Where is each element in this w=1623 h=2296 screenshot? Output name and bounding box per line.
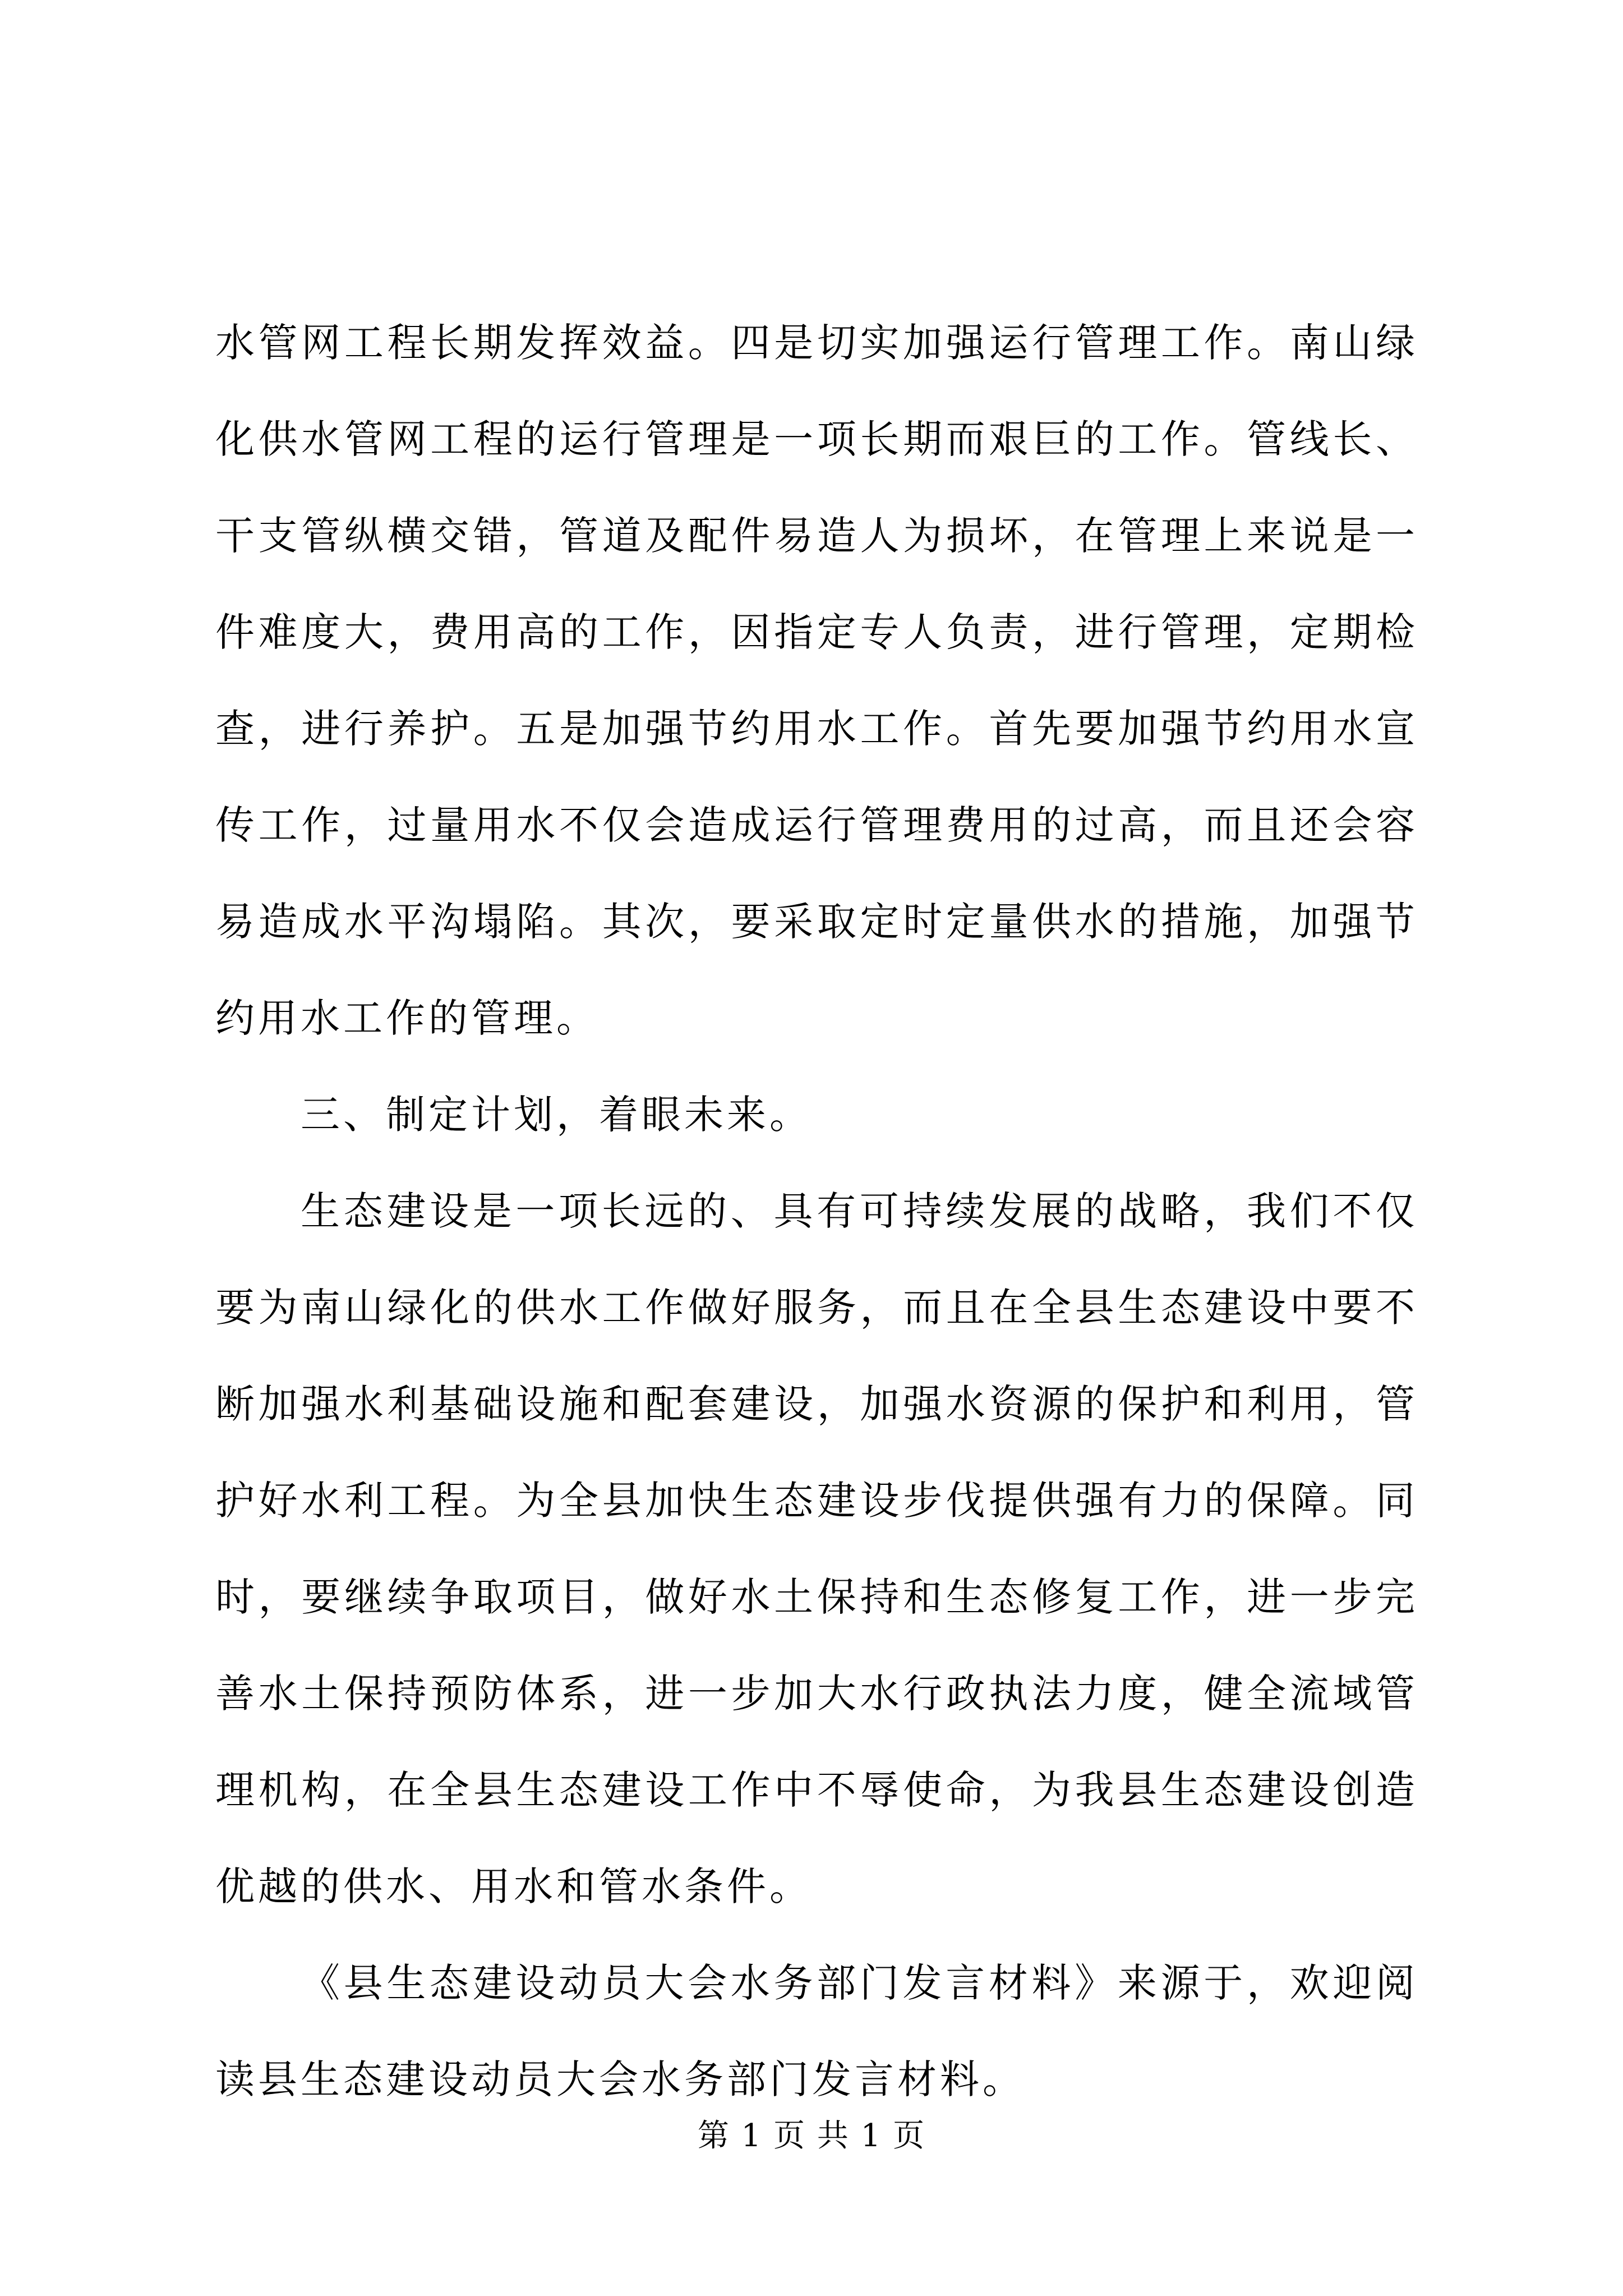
paragraph-source-note: 《县生态建设动员大会水务部门发言材料》来源于，欢迎阅读县生态建设动员大会水务部门发言材料。 (215, 1960, 1418, 2102)
section-heading: 三、制定计划，着眼未来。 (301, 1092, 812, 1138)
paragraph: 生态建设是一项长远的、具有可持续发展的战略，我们不仅要为南山绿化的供水工作做好服务，而且在全县生态建设中要不断加强水利基础设施和配套建设，加强水资源的保护和利用，管护好水利工程。为全县加快生态建设步伐提供强有力的保障。同时，要继续争取项目，做好水土保持和生态修复工作，进一步完善水土保持预防体系，进一步加大水行政执法力度，健全流域管理机构，在全县生态建设工作中不辱使命，为我县生态建设创造优越的供水、用水和管水条件。 (215, 1188, 1418, 1910)
paragraph-continued: 水管网工程长期发挥效益。四是切实加强运行管理工作。南山绿化供水管网工程的运行管理是一项长期而艰巨的工作。管线长、干支管纵横交错，管道及配件易造人为损坏，在管理上来说是一件难度大，费用高的工作，因指定专人负责，进行管理，定期检查，进行养护。五是加强节约用水工作。首先要加强节约用水宣传工作，过量用水不仅会造成运行管理费用的过高，而且还会容易造成水平沟塌陷。其次，要采取定时定量供水的措施，加强节约用水工作的管理。 (215, 320, 1418, 1041)
document-body (215, 295, 1418, 2128)
page-footer: 第 1 页 共 1 页 (697, 2118, 926, 2154)
